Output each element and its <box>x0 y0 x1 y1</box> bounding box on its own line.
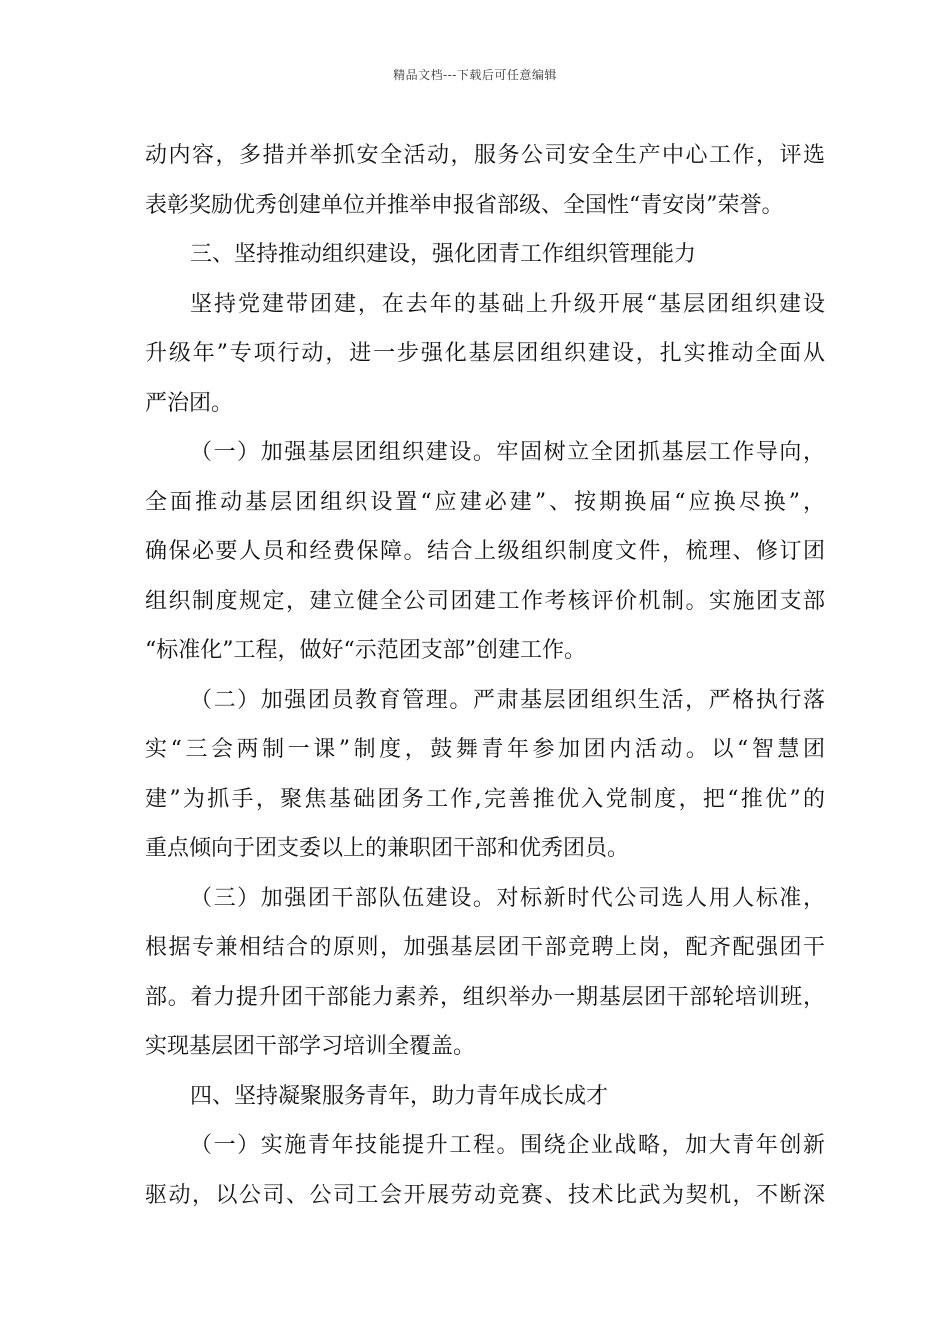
text-line: 重点倾向于团支委以上的兼职团干部和优秀团员。 <box>145 836 630 861</box>
text-line: “标准化”工程，做好“示范团支部”创建工作。 <box>145 638 586 663</box>
text-line: 坚持党建带团建，在去年的基础上升级开展“基层团组织建设 <box>190 291 825 317</box>
text-line: 驱动，以公司、公司工会开展劳动竞赛、技术比武为契机，不断深 <box>145 1182 825 1208</box>
text-line: 动内容，多措并举抓安全活动，服务公司安全生产中心工作，评选 <box>145 143 825 168</box>
text-line: 实“三会两制一课”制度，鼓舞青年参加团内活动。以“智慧团 <box>145 737 825 762</box>
document-body <box>145 131 825 1220</box>
text-line: 建”为抓手，聚焦基础团务工作,完善推优入党制度，把“推优”的 <box>145 786 825 812</box>
text-line: 全面推动基层团组织设置“应建必建”、按期换届“应换尽换”， <box>145 489 825 515</box>
text-line: （二）加强团员教育管理。严肃基层团组织生活，严格执行落 <box>190 687 825 713</box>
text-line: 升级年”专项行动，进一步强化基层团组织建设，扎实推动全面从 <box>145 341 825 366</box>
text-line: 表彰奖励优秀创建单位并推举申报省部级、全国性“青安岗”荣誉。 <box>145 192 784 218</box>
text-line: 组织制度规定，建立健全公司团建工作考核评价机制。实施团支部 <box>145 588 825 614</box>
text-line: （一）实施青年技能提升工程。围绕企业战略，加大青年创新 <box>190 1133 825 1158</box>
text-line: 实现基层团干部学习培训全覆盖。 <box>145 1034 476 1059</box>
text-line: 严治团。 <box>145 390 234 416</box>
text-line: 部。着力提升团干部能力素养，组织举办一期基层团干部轮培训班， <box>145 984 825 1010</box>
page-header: 精品文档---下载后可任意编辑 <box>393 68 557 82</box>
text-line: （三）加强团干部队伍建设。对标新时代公司选人用人标准， <box>190 885 825 911</box>
text-line: 四、坚持凝聚服务青年，助力青年成长成才 <box>190 1083 609 1109</box>
text-line: 三、坚持推动组织建设，强化团青工作组织管理能力 <box>190 242 697 267</box>
text-line: 确保必要人员和经费保障。结合上级组织制度文件，梳理、修订团 <box>145 539 825 564</box>
text-line: （一）加强基层团组织建设。牢固树立全团抓基层工作导向， <box>190 440 825 465</box>
text-line: 根据专兼相结合的原则，加强基层团干部竞聘上岗，配齐配强团干 <box>145 935 825 960</box>
